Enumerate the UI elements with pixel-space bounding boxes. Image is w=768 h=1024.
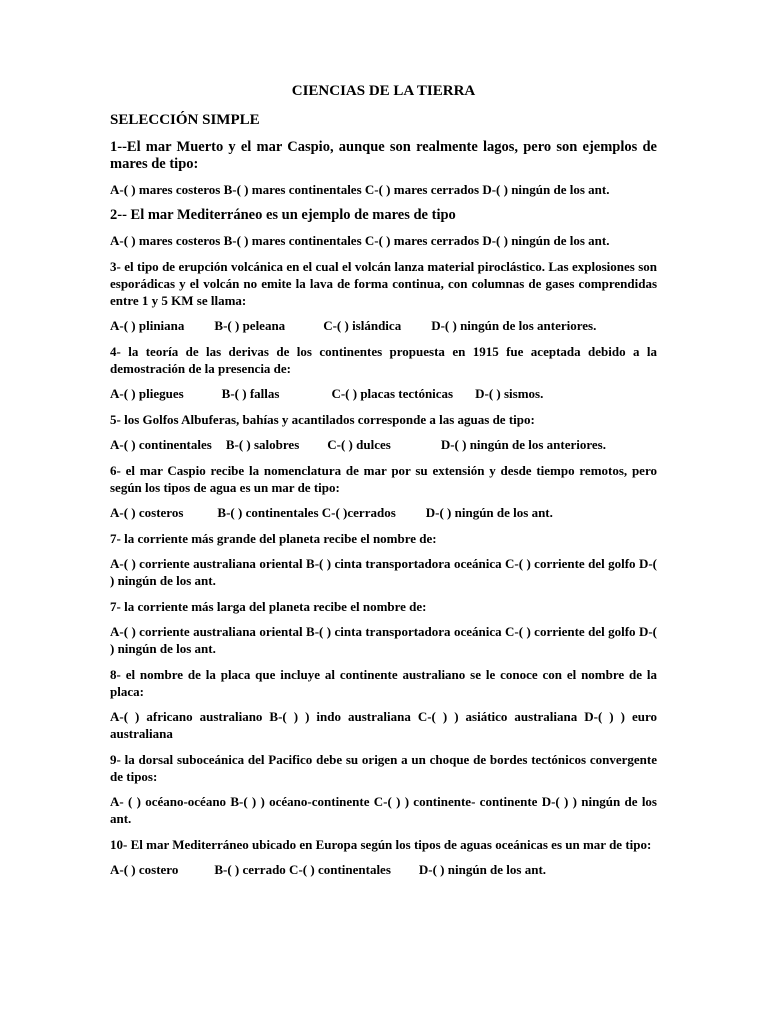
- question-5: [110, 411, 657, 453]
- question-5-text: 5- los Golfos Albuferas, bahías y acantilados corresponde a las aguas de tipo:: [110, 412, 535, 427]
- question-10: [110, 836, 657, 878]
- option-b-c: B-( ) continentales C-( )cerrados: [217, 505, 396, 520]
- question-7-options: A-( ) corriente australiana oriental B-( ) cinta transportadora oceánica C-( ) corriente del golfo D-( ) ningún de los ant.: [110, 556, 657, 588]
- option-d: D-( ) ningún de los anteriores.: [440, 437, 606, 452]
- question-7b: [110, 598, 657, 657]
- option-a: A-( ) costero: [110, 862, 179, 877]
- question-8-text: 8- el nombre de la placa que incluye al continente australiano se le conoce con el nombre de la placa:: [110, 667, 657, 699]
- question-3-text: 3- el tipo de erupción volcánica en el cual el volcán lanza material piroclástico. Las explosiones son esporádicas y el volcán no emite la lava de forma continua, con columnas de gases comprendidas entre 1 y 5 KM se llama:: [110, 259, 657, 308]
- option-b: B-( ) peleana: [214, 318, 286, 333]
- option-c: C-( ) islándica: [323, 318, 402, 333]
- option-a: A-( ) continentales: [110, 437, 212, 452]
- option-d: D-( ) ningún de los ant.: [425, 505, 553, 520]
- option-b-c: B-( ) cerrado C-( ) continentales: [214, 862, 391, 877]
- question-2: [110, 207, 657, 249]
- question-2-text: 2-- El mar Mediterráneo es un ejemplo de mares de tipo: [110, 207, 456, 223]
- question-9-text: 9- la dorsal suboceánica del Pacifico debe su origen a un choque de bordes tectónicos convergente de tipos:: [110, 752, 657, 784]
- question-4: [110, 343, 657, 402]
- question-6-text: 6- el mar Caspio recibe la nomenclatura de mar por su extensión y desde tiempo remotos, pero según los tipos de agua es un mar de tipo:: [110, 463, 657, 495]
- question-1-text: 1--El mar Muerto y el mar Caspio, aunque son realmente lagos, pero son ejemplos de mares de tipo:: [110, 139, 657, 172]
- question-3: [110, 258, 657, 334]
- question-10-text: 10- El mar Mediterráneo ubicado en Europa según los tipos de aguas oceánicas es un mar de tipo:: [110, 837, 652, 852]
- option-c: C-( ) dulces: [327, 437, 391, 452]
- page-title: CIENCIAS DE LA TIERRA: [291, 83, 476, 99]
- option-a: A-( ) pliegues: [110, 386, 184, 401]
- option-c: C-( ) placas tectónicas: [331, 386, 454, 401]
- question-2-options: A-( ) mares costeros B-( ) mares continentales C-( ) mares cerrados D-( ) ningún de los ant.: [110, 233, 610, 248]
- question-6: [110, 462, 657, 521]
- question-7: [110, 530, 657, 589]
- question-9-options: A- ( ) océano-océano B-( ) ) océano-continente C-( ) ) continente- continente D-( ) ) ningún de los ant.: [110, 794, 657, 826]
- option-a: A-( ) pliniana: [110, 318, 185, 333]
- question-8: [110, 666, 657, 742]
- question-7b-options: A-( ) corriente australiana oriental B-( ) cinta transportadora oceánica C-( ) corriente del golfo D-( ) ningún de los ant.: [110, 624, 657, 656]
- option-d: D-( ) ningún de los ant.: [418, 862, 547, 877]
- question-3-options: [110, 317, 657, 334]
- option-b: B-( ) fallas: [221, 386, 280, 401]
- option-d: D-( ) ningún de los anteriores.: [431, 318, 597, 333]
- question-4-options: [110, 385, 657, 402]
- question-4-text: 4- la teoría de las derivas de los continentes propuesta en 1915 fue aceptada debido a la demostración de la presencia de:: [110, 344, 657, 376]
- option-a: A-( ) costeros: [110, 505, 184, 520]
- option-d: D-( ) sismos.: [475, 386, 544, 401]
- question-5-options: [110, 436, 657, 453]
- option-b: B-( ) salobres: [225, 437, 300, 452]
- question-1: [110, 139, 657, 198]
- question-6-options: [110, 504, 657, 521]
- document-content: [110, 83, 657, 887]
- question-8-options: A-( ) africano australiano B-( ) ) indo australiana C-( ) ) asiático australiana D-( ) ) euro australiana: [110, 709, 657, 741]
- question-1-options: A-( ) mares costeros B-( ) mares continentales C-( ) mares cerrados D-( ) ningún de los ant.: [110, 182, 610, 197]
- question-7-text: 7- la corriente más grande del planeta recibe el nombre de:: [110, 531, 437, 546]
- section-heading: SELECCIÓN SIMPLE: [110, 112, 260, 128]
- question-10-options: [110, 861, 657, 878]
- question-9: [110, 751, 657, 827]
- question-7b-text: 7- la corriente más larga del planeta recibe el nombre de:: [110, 599, 427, 614]
